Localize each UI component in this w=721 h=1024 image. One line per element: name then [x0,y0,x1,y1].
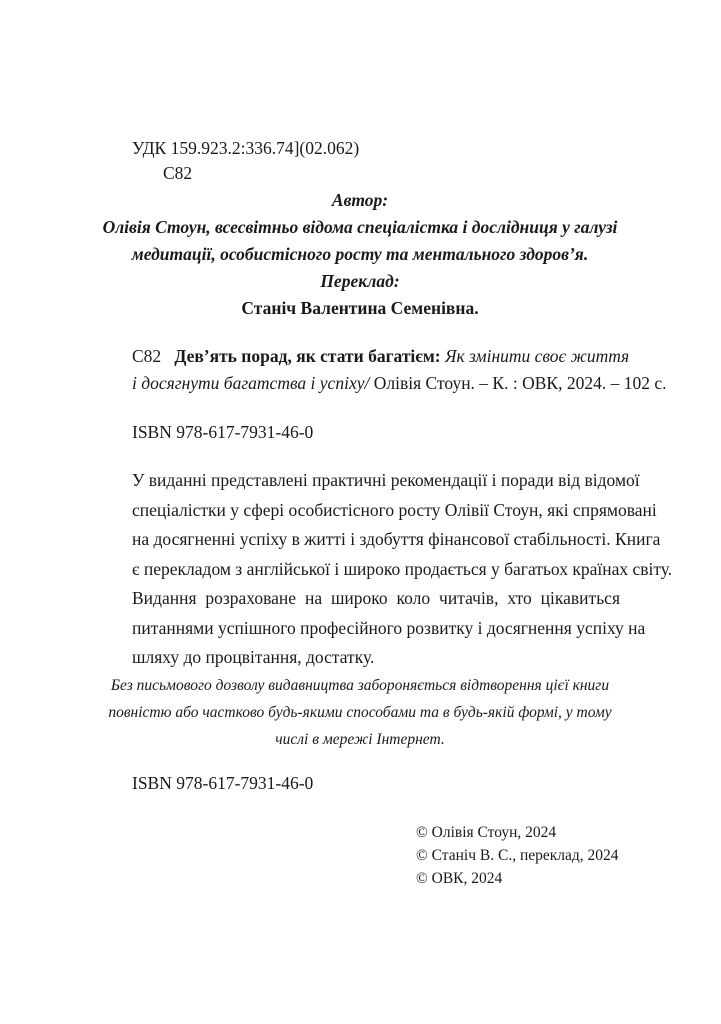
annotation-p1-line-4: є перекладом з англійської і широко продається у багатьох країнах світу. [132,558,673,579]
copyright-notice-line-2: повністю або частково будь-якими способами та в будь-якій формі, у тому [108,704,612,721]
translation-heading: Переклад: [320,271,400,291]
author-heading: Автор: [331,190,389,210]
book-subtitle-part-2: і досягнути багатства і успіху/ [132,373,370,393]
annotation-p1-line-3: на досягненні успіху в житті і здобуття фінансової стабільності. Книга [132,529,661,549]
bibliographic-entry-line-2 [132,372,666,394]
copyright-notice-line-3: числі в мережі Інтернет. [275,731,445,748]
bibliographic-entry-line-1 [132,345,629,367]
copyright-list [416,821,619,890]
author-description-line-1: Олівія Стоун, всесвітньо відома спеціалістка і дослідниця у галузі [102,217,618,237]
author-description-line-2: медитації, особистісного росту та ментального здоров’я. [131,244,589,264]
copyright-translator: © Станіч В. С., переклад, 2024 [416,847,619,864]
bbk-code: С82 [163,163,193,183]
udk-code: УДК 159.923.2:336.74](02.062) [132,138,360,158]
copyright-notice-line-1: Без письмового дозволу видавництва забороняється відтворення цієї книги [110,677,610,694]
annotation-p1-line-2: спеціалістки у сфері особистісного росту Олівії Стоун, які спрямовані [132,499,657,520]
isbn-bottom: ISBN 978-617-7931-46-0 [132,773,314,793]
copyright-notice [100,672,620,753]
annotation-p2-line-3: шляху до процвітання, достатку. [132,647,375,667]
annotation-p2-line-2: питаннями успішного професійного розвитку і досягнення успіху на [132,617,646,638]
annotation-paragraph-1 [132,466,673,584]
annotation-p2-line-1: Видання розраховане на широко коло читачів, хто цікавиться [132,588,620,608]
isbn-top: ISBN 978-617-7931-46-0 [132,422,314,442]
bibliographic-details: Олівія Стоун. – К. : ОВК, 2024. – 102 с. [369,373,667,393]
book-title: Дев’ять порад, як стати багатієм: [174,346,441,366]
bibliographic-code: С82 [132,346,162,366]
annotation-p1-line-1: У виданні представлені практичні рекомендації і поради від відомої [132,470,640,490]
copyright-author: © Олівія Стоун, 2024 [416,824,557,841]
translator-name: Станіч Валентина Семенівна. [241,298,479,318]
copyright-publisher: © ОВК, 2024 [416,870,503,887]
book-subtitle-part-1: Як змінити своє життя [444,346,630,366]
annotation-paragraph-2 [132,584,646,673]
